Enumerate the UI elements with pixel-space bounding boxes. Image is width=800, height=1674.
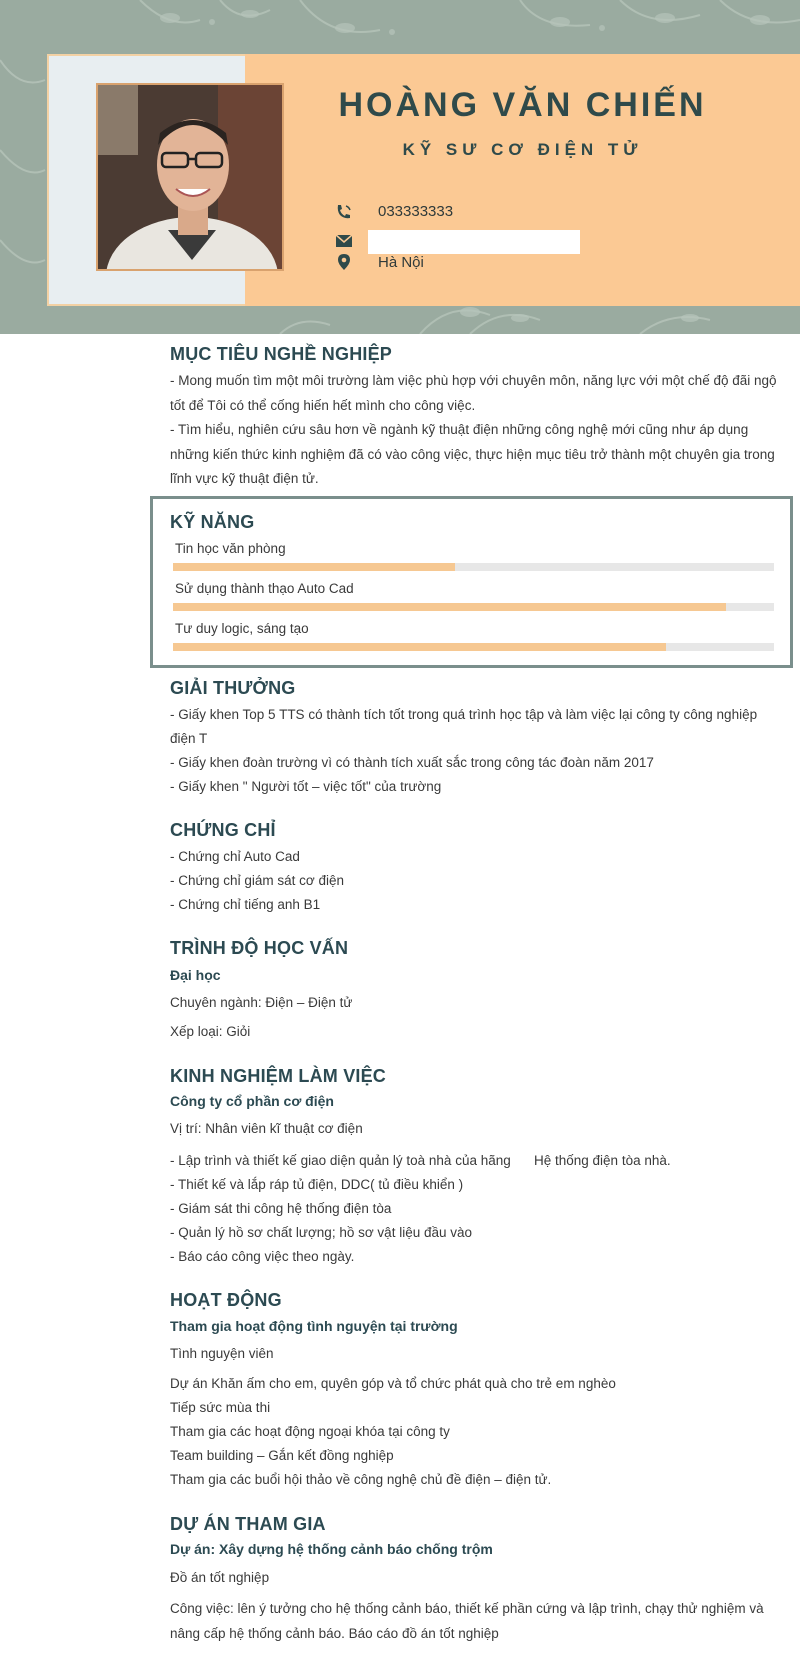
experience-duty: - Thiết kế và lắp ráp tủ điện, DDC( tủ điều khiển ) [170, 1177, 464, 1192]
activity-item: Team building – Gắn kết đồng nghiệp [170, 1448, 394, 1463]
activities-heading: Tham gia hoạt động tình nguyện tại trường [170, 1318, 458, 1334]
activities-title: HOẠT ĐỘNG [170, 1290, 282, 1310]
education-grade: Xếp loại: Giỏi [170, 1024, 251, 1039]
objective-title: MỤC TIÊU NGHỀ NGHIỆP [170, 344, 393, 364]
experience-position: Vị trí: Nhân viên kĩ thuật cơ điện [170, 1121, 363, 1136]
experience-duty: - Báo cáo công việc theo ngày. [170, 1249, 355, 1264]
award-item: - Giấy khen " Người tốt – việc tốt" của trường [170, 779, 442, 794]
objective-paragraph-2: - Tìm hiểu, nghiên cứu sâu hơn về ngành kỹ thuật điện những công nghệ mới cũng như áp dụng những kiến thức kinh nghiệm đã có vào công việc, thực hiện mục tiêu trở thành một chuyên gia trong lĩnh vực kỹ thuật điện tử. [170, 422, 775, 486]
skills-title: KỸ NĂNG [170, 512, 255, 532]
activity-item: Dự án Khăn ấm cho em, quyên góp và tổ chức phát quà cho trẻ em nghèo [170, 1376, 616, 1391]
email-icon [335, 232, 353, 250]
awards-title: GIẢI THƯỞNG [170, 678, 296, 698]
activity-item: Tình nguyện viên [170, 1346, 274, 1361]
skill-label: Tư duy logic, sáng tạo [175, 621, 309, 636]
certificate-item: - Chứng chỉ Auto Cad [170, 849, 300, 864]
project-heading: Dự án: Xây dựng hệ thống cảnh báo chống trộm [170, 1541, 493, 1557]
skill-bar [173, 643, 774, 651]
skill-label: Tin học văn phòng [175, 541, 286, 556]
education-school: Đại học [170, 967, 221, 983]
education-major: Chuyên ngành: Điện – Điện tử [170, 995, 353, 1010]
project-subtitle: Đồ án tốt nghiệp [170, 1570, 270, 1585]
award-item-continuation: điện T [170, 731, 208, 746]
experience-title: KINH NGHIỆM LÀM VIỆC [170, 1066, 387, 1086]
experience-duty: - Quản lý hồ sơ chất lượng; hồ sơ vật liệu đầu vào [170, 1225, 473, 1240]
certificate-item: - Chứng chỉ tiếng anh B1 [170, 897, 321, 912]
award-item: - Giấy khen Top 5 TTS có thành tích tốt trong quá trình học tập và làm việc lại công ty công nghiệp [170, 707, 758, 722]
experience-duty: - Lập trình và thiết kế giao diện quản lý toà nhà của hãng [170, 1153, 511, 1168]
email-field [368, 230, 580, 254]
experience-company: Công ty cổ phần cơ điện [170, 1093, 334, 1109]
skill-bar [173, 563, 774, 571]
skills-section [150, 496, 793, 668]
objective-paragraph-1: - Mong muốn tìm một môi trường làm việc phù hợp với chuyên môn, năng lực với một chế độ đãi ngộ tốt để Tôi có thể cống hiến hết mình cho công việc. [170, 373, 777, 413]
skill-bar-fill [173, 563, 455, 571]
activity-item: Tham gia các hoạt động ngoại khóa tại công ty [170, 1424, 450, 1439]
activity-item: Tham gia các buổi hội thảo về công nghệ chủ đề điện – điện tử. [170, 1472, 552, 1487]
location: Hà Nội [378, 254, 424, 271]
job-title: KỸ SƯ CƠ ĐIỆN TỬ [402, 140, 643, 159]
skill-label: Sử dụng thành thạo Auto Cad [175, 581, 354, 596]
education-title: TRÌNH ĐỘ HỌC VẤN [170, 938, 349, 958]
project-description: Công việc: lên ý tưởng cho hệ thống cảnh báo, thiết kế phần cứng và lập trình, chạy thử nghiệm và nâng cấp hệ thống cảnh báo. Báo cáo đồ án tốt nghiệp [170, 1601, 764, 1641]
certificates-title: CHỨNG CHỈ [170, 820, 276, 840]
projects-title: DỰ ÁN THAM GIA [170, 1514, 326, 1534]
candidate-name: HOÀNG VĂN CHIẾN [338, 86, 707, 124]
experience-duty-tail: Hệ thống điện tòa nhà. [534, 1153, 671, 1168]
skill-bar-fill [173, 643, 666, 651]
award-item: - Giấy khen đoàn trường vì có thành tích xuất sắc trong công tác đoàn năm 2017 [170, 755, 654, 770]
activity-item: Tiếp sức mùa thi [170, 1400, 271, 1415]
phone-icon [335, 203, 353, 221]
location-pin-icon [335, 253, 353, 271]
phone-number: 033333333 [378, 203, 454, 220]
skill-bar-fill [173, 603, 726, 611]
certificate-item: - Chứng chỉ giám sát cơ điện [170, 873, 344, 888]
skill-bar [173, 603, 774, 611]
experience-duty: - Giám sát thi công hệ thống điện tòa [170, 1201, 392, 1216]
